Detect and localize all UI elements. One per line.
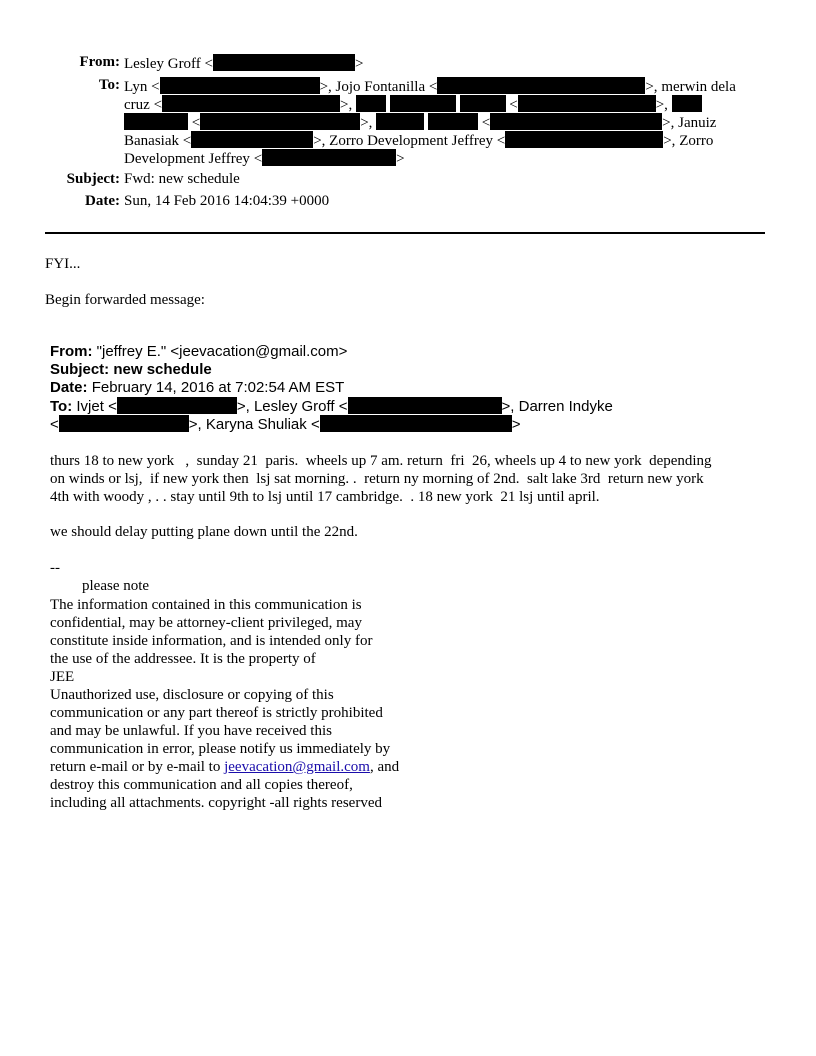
recipient-name: Development Jeffrey: [124, 151, 250, 167]
fwd-subject-value: new schedule: [113, 361, 212, 378]
disclaimer-email-line: [50, 758, 765, 776]
to-line-1: Lyn < >, Jojo Fontanilla < >, merwin dela: [124, 79, 736, 95]
redaction: [505, 131, 663, 148]
redaction: [672, 95, 702, 112]
to-label: To:: [98, 77, 120, 93]
disclaimer-line: JEE: [50, 669, 75, 685]
redaction: [160, 77, 320, 94]
message-line-2: we should delay putting plane down until the 22nd.: [50, 524, 358, 540]
fwd-from-value: "jeffrey E." <jeevacation@gmail.com>: [96, 343, 348, 360]
signature-dashes: --: [50, 560, 60, 576]
fwd-subject-label: Subject:: [50, 361, 110, 378]
to-line-5: Development Jeffrey < >: [124, 151, 405, 167]
redaction: [437, 77, 645, 94]
redaction: [59, 415, 189, 432]
subject-value: Fwd: new schedule: [124, 171, 240, 187]
header-divider: [45, 232, 765, 234]
redaction: [376, 113, 424, 130]
disclaimer-line: communication in error, please notify us immediately by: [50, 741, 391, 757]
recipient-name: Karyna Shuliak: [205, 416, 307, 433]
message-body: [50, 452, 765, 506]
disclaimer-line: destroy this communication and all copies thereof,: [50, 777, 353, 793]
from-value: Lesley Groff < >: [124, 56, 364, 72]
date-label: Date:: [85, 193, 120, 209]
disclaimer-text: , and: [369, 759, 400, 775]
to-line-3: < >, < >, Januiz: [124, 113, 716, 132]
redaction: [162, 95, 340, 112]
fwd-date-value: February 14, 2016 at 7:02:54 AM EST: [91, 379, 345, 396]
fwd-date-line: [50, 379, 344, 396]
date-value: Sun, 14 Feb 2016 14:04:39 +0000: [124, 193, 330, 209]
redaction: [460, 95, 506, 112]
from-label: From:: [79, 54, 120, 70]
recipient-name: Januiz: [678, 115, 717, 131]
signature-note: please note: [82, 578, 150, 594]
disclaimer: [50, 596, 765, 812]
recipient-name: cruz: [124, 97, 150, 113]
recipient-name: Darren Indyke: [518, 398, 613, 415]
redaction: [117, 397, 237, 414]
begin-forwarded-text: Begin forwarded message:: [45, 292, 205, 308]
redaction: [200, 113, 360, 130]
message-line: 4th with woody , . . stay until 9th to lsj until 17 cambridge. . 18 new york 21 lsj until april.: [50, 489, 600, 505]
disclaimer-line: The information contained in this communication is: [50, 597, 362, 613]
recipient-name: Zorro Development Jeffrey: [329, 133, 493, 149]
to-line-2: cruz < >, < >,: [124, 95, 702, 114]
redaction: [320, 415, 512, 432]
redaction: [262, 149, 396, 166]
message-line: thurs 18 to new york , sunday 21 paris. wheels up 7 am. return fri 26, wheels up 4 to new york depending: [50, 453, 712, 469]
disclaimer-line: including all attachments. copyright -all rights reserved: [50, 795, 382, 811]
redaction: [213, 54, 355, 71]
to-line-4: Banasiak < >, Zorro Development Jeffrey < >, Zorro: [124, 133, 714, 149]
recipient-name: Lesley Groff: [253, 398, 335, 415]
redaction: [428, 113, 478, 130]
fwd-from-label: From:: [50, 343, 93, 360]
disclaimer-line: Unauthorized use, disclosure or copying of this: [50, 687, 334, 703]
recipient-name: Lyn: [124, 79, 148, 95]
fwd-to-line-2: < >, Karyna Shuliak < >: [50, 416, 521, 433]
redaction: [191, 131, 313, 148]
message-line: on winds or lsj, if new york then lsj sat morning. . return ny morning of 2nd. salt lake 3rd return new york: [50, 471, 704, 487]
disclaimer-line: confidential, may be attorney-client privileged, may: [50, 615, 362, 631]
disclaimer-line: constitute inside information, and is intended only for: [50, 633, 373, 649]
disclaimer-line: communication or any part thereof is strictly prohibited: [50, 705, 383, 721]
disclaimer-line: and may be unlawful. If you have received this: [50, 723, 332, 739]
redaction: [518, 95, 656, 112]
fwd-date-label: Date:: [50, 379, 88, 396]
from-name: Lesley Groff: [124, 56, 201, 72]
redaction: [390, 95, 456, 112]
redaction: [490, 113, 662, 130]
disclaimer-line: the use of the addressee. It is the property of: [50, 651, 316, 667]
recipient-name: Banasiak: [124, 133, 179, 149]
redaction: [124, 113, 188, 130]
recipient-name: Jojo Fontanilla: [335, 79, 426, 95]
recipient-name: Zorro: [679, 133, 714, 149]
fyi-text: FYI...: [45, 256, 81, 272]
email-link[interactable]: jeevacation@gmail.com: [224, 759, 370, 775]
disclaimer-text: return e-mail or by e-mail to: [50, 759, 225, 775]
recipient-name: Ivjet: [76, 398, 104, 415]
recipient-name: merwin dela: [661, 79, 736, 95]
fwd-subject-line: [50, 361, 212, 378]
fwd-to-line-1: To: Ivjet < >, Lesley Groff < >, Darren Indyke: [50, 398, 613, 415]
redaction: [356, 95, 386, 112]
redaction: [348, 397, 502, 414]
subject-label: Subject:: [66, 171, 120, 187]
fwd-from-line: [50, 343, 347, 360]
fwd-to-label: To:: [50, 398, 73, 415]
